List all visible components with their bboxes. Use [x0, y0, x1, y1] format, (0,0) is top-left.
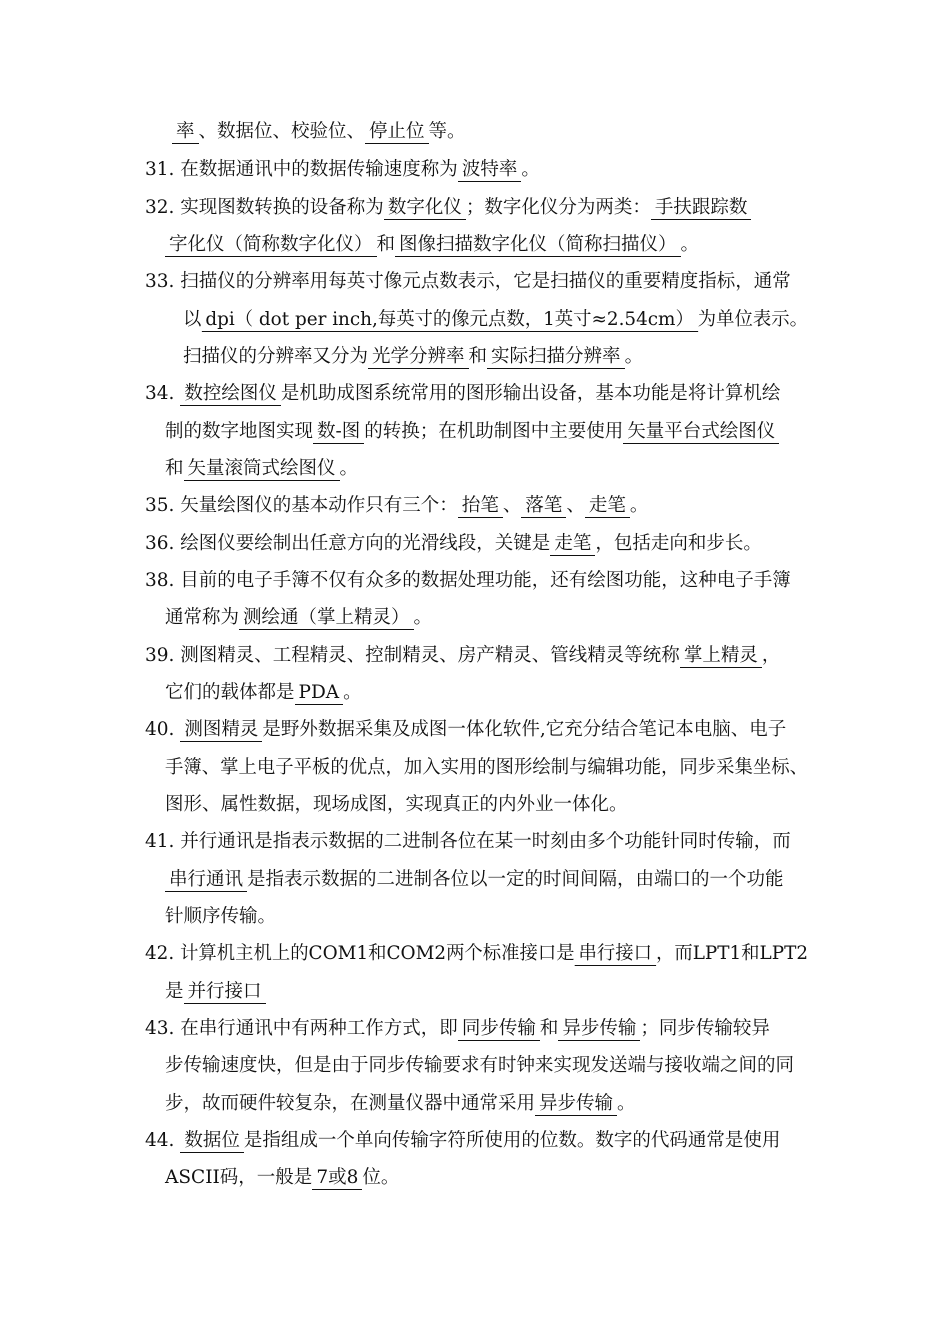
text-segment: 是指组成一个单向传输字符所使用的位数。数字的代码通常是使用	[243, 1130, 781, 1151]
answer-blank: 串行接口	[575, 943, 656, 966]
text-segment: 是	[165, 981, 184, 1002]
text-segment: ，	[761, 645, 781, 666]
answer-blank: 矢量平台式绘图仪	[623, 421, 779, 444]
text-segment: 44.	[145, 1130, 181, 1151]
text-segment: 位。	[362, 1167, 400, 1188]
answer-blank: 率	[172, 121, 199, 144]
text-segment: 步传输速度快，但是由于同步传输要求有时钟来实现发送端与接收端之间的同	[165, 1055, 795, 1076]
text-segment: 和	[468, 346, 488, 367]
text-segment: 42. 计算机主机上的COM1和COM2两个标准接口是	[145, 943, 575, 964]
answer-blank: 手扶跟踪数	[651, 197, 752, 220]
text-line-4	[165, 233, 699, 257]
text-segment: 40.	[145, 719, 181, 740]
text-segment: 32. 实现图数转换的设备称为	[145, 197, 384, 218]
text-line-10	[165, 457, 358, 481]
text-segment: 和	[165, 458, 184, 479]
text-segment: 。	[680, 234, 700, 255]
text-line-20	[145, 830, 791, 854]
answer-blank: 停止位	[365, 121, 429, 144]
text-segment: 扫描仪的分辨率又分为	[183, 346, 369, 367]
text-line-3	[145, 196, 751, 220]
text-segment: 通常称为	[165, 607, 240, 628]
text-segment: 34.	[145, 383, 181, 404]
answer-blank: 走笔	[585, 495, 630, 518]
text-segment: 33. 扫描仪的分辨率用每英寸像元点数表示，它是扫描仪的重要精度指标，通常	[145, 271, 791, 292]
text-line-25	[145, 1017, 770, 1041]
text-line-8	[145, 382, 780, 406]
answer-blank: 数控绘图仪	[180, 383, 281, 406]
text-line-9	[165, 420, 779, 444]
text-segment: ，而LPT1和LPT2	[655, 943, 808, 964]
text-segment: 、数据位、校验位、	[198, 121, 366, 142]
answer-blank: 测绘通（掌上精灵）	[239, 607, 414, 630]
text-line-7	[183, 345, 643, 369]
answer-blank: 抬笔	[458, 495, 503, 518]
text-segment: 为单位表示。	[697, 309, 808, 330]
text-line-17	[145, 718, 786, 742]
answer-blank: dpi（ dot per inch,每英寸的像元点数，1英寸≈2.54cm）	[201, 309, 697, 332]
text-segment: ；数字化仪分为两类：	[465, 197, 651, 218]
answer-blank: 测图精灵	[180, 719, 262, 742]
text-segment: 。	[624, 346, 644, 367]
answer-blank: 同步传输	[458, 1018, 540, 1041]
answer-blank: 并行接口	[184, 981, 266, 1004]
answer-blank: 异步传输	[558, 1018, 640, 1041]
answer-blank: 数字化仪	[384, 197, 466, 220]
text-line-21	[165, 868, 784, 892]
text-segment: 以	[183, 309, 202, 330]
answer-blank: PDA	[295, 682, 344, 705]
text-line-28	[145, 1129, 780, 1153]
text-line-18	[165, 756, 808, 780]
text-segment: 、	[502, 495, 522, 516]
text-segment: 步，故而硬件较复杂，在测量仪器中通常采用	[165, 1093, 536, 1114]
text-segment: 43. 在串行通讯中有两种工作方式，即	[145, 1018, 458, 1039]
text-segment: ；同步传输较异	[640, 1018, 770, 1039]
text-line-15	[145, 644, 780, 668]
text-line-22	[165, 905, 276, 929]
answer-blank: 走笔	[550, 533, 595, 556]
text-segment: 。	[343, 682, 362, 703]
answer-blank: 图像扫描数字化仪（简称扫描仪）	[395, 234, 681, 257]
text-segment: 图形、属性数据，现场成图，实现真正的内外业一体化。	[165, 794, 628, 815]
answer-blank: 矢量滚筒式绘图仪	[184, 458, 340, 481]
text-line-5	[145, 270, 791, 294]
text-segment: 和	[376, 234, 396, 255]
text-segment: 。	[617, 1093, 636, 1114]
text-segment: ASCII码，一般是	[165, 1167, 313, 1188]
text-segment: 和	[539, 1018, 559, 1039]
text-segment: 35. 矢量绘图仪的基本动作只有三个：	[145, 495, 458, 516]
text-line-6	[183, 308, 808, 332]
answer-blank: 光学分辨率	[368, 346, 469, 369]
text-line-29	[165, 1166, 399, 1190]
answer-blank: 数据位	[180, 1130, 244, 1153]
text-line-12	[145, 532, 762, 556]
text-segment: 。	[413, 607, 433, 628]
answer-blank: 串行通讯	[165, 869, 247, 892]
text-line-13	[145, 569, 791, 593]
answer-blank: 落笔	[521, 495, 566, 518]
text-segment: 38. 目前的电子手簿不仅有众多的数据处理功能，还有绘图功能，这种电子手簿	[145, 570, 791, 591]
text-segment: 针顺序传输。	[165, 906, 277, 927]
text-segment: 它们的载体都是	[165, 682, 295, 703]
text-segment: 41. 并行通讯是指表示数据的二进制各位在某一时刻由多个功能针同时传输，而	[145, 831, 791, 852]
text-line-23	[145, 942, 808, 966]
answer-blank: 实际扫描分辨率	[487, 346, 625, 369]
text-segment: 39. 测图精灵、工程精灵、控制精灵、房产精灵、管线精灵等统称	[145, 645, 680, 666]
answer-blank: 异步传输	[535, 1093, 617, 1116]
text-line-1	[172, 120, 466, 144]
text-segment: 36. 绘图仪要绘制出任意方向的光滑线段，关键是	[145, 533, 551, 554]
text-line-24	[165, 980, 266, 1004]
text-line-14	[165, 606, 432, 630]
text-segment: 。	[521, 159, 540, 180]
text-line-16	[165, 681, 362, 705]
text-line-27	[165, 1092, 636, 1116]
text-segment: 、	[566, 495, 585, 516]
answer-blank: 波特率	[458, 159, 522, 182]
text-line-2	[145, 158, 540, 182]
text-segment: 。	[629, 495, 649, 516]
answer-blank: 掌上精灵	[680, 645, 762, 668]
text-segment: 是指表示数据的二进制各位以一定的时间间隔，由端口的一个功能	[247, 869, 784, 890]
text-line-11	[145, 494, 648, 518]
text-segment: 31. 在数据通讯中的数据传输速度称为	[145, 159, 458, 180]
answer-blank: 字化仪（简称数字化仪）	[165, 234, 377, 257]
text-segment: ，包括走向和步长。	[595, 533, 762, 554]
text-line-19	[165, 793, 628, 817]
text-segment: 的转换；在机助制图中主要使用	[364, 421, 624, 442]
text-line-26	[165, 1054, 794, 1078]
text-segment: 制的数字地图实现	[165, 421, 314, 442]
text-segment: 手簿、掌上电子平板的优点，加入实用的图形绘制与编辑功能，同步采集坐标、	[165, 757, 808, 778]
answer-blank: 数-图	[313, 421, 364, 444]
answer-blank: 7或8	[312, 1167, 362, 1190]
text-segment: 是机助成图系统常用的图形输出设备，基本功能是将计算机绘	[280, 383, 781, 404]
text-segment: 是野外数据采集及成图一体化软件,它充分结合笔记本电脑、电子	[262, 719, 787, 740]
text-segment: 等。	[428, 121, 466, 142]
text-segment: 。	[339, 458, 359, 479]
